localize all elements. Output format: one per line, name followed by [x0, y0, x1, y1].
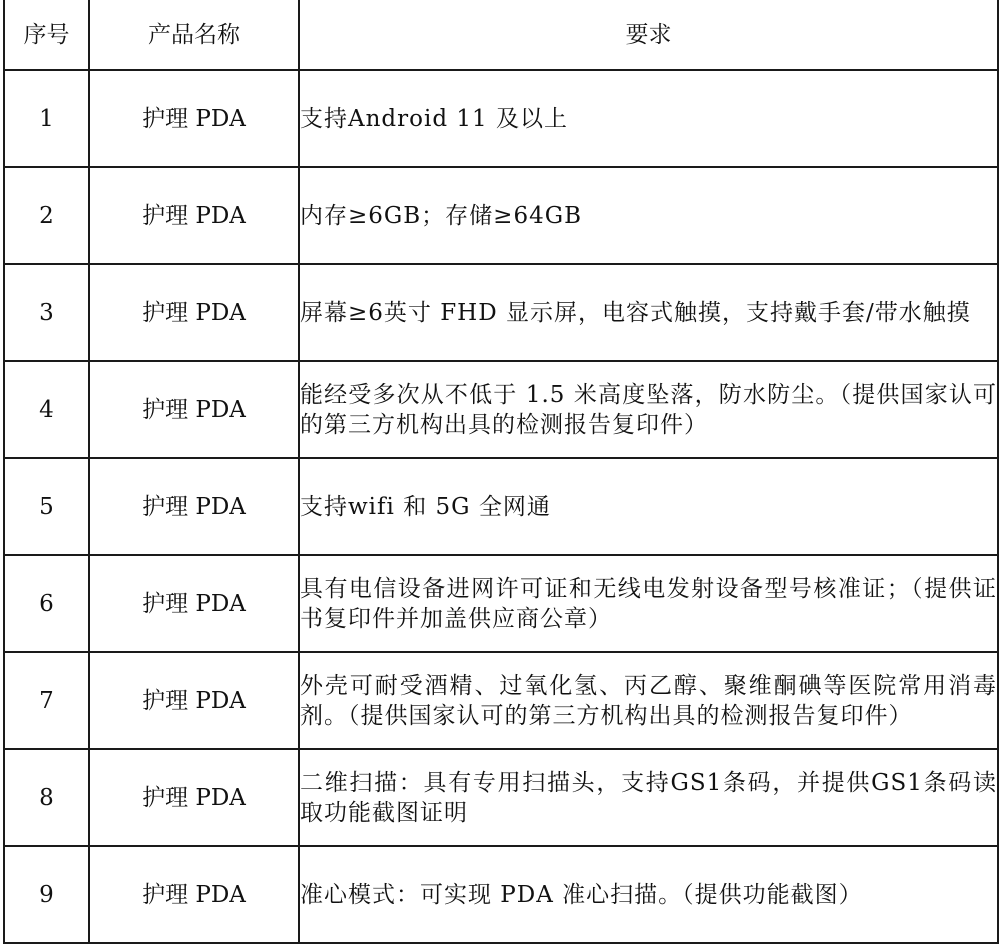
row-product-name: 护理 PDA: [89, 264, 299, 361]
row-number: 9: [4, 846, 89, 943]
table-row: [4, 749, 998, 846]
row-product-name: 护理 PDA: [89, 361, 299, 458]
row-number: 2: [4, 167, 89, 264]
row-product-name: 护理 PDA: [89, 749, 299, 846]
row-requirement: 准心模式：可实现 PDA 准心扫描。（提供功能截图）: [299, 846, 998, 943]
row-number: 3: [4, 264, 89, 361]
row-product-name: 护理 PDA: [89, 167, 299, 264]
table-header-row: [4, 0, 998, 70]
header-number: 序号: [4, 0, 89, 70]
row-requirement: 支持Android 11 及以上: [299, 70, 998, 167]
table-row: [4, 167, 998, 264]
table-row: [4, 361, 998, 458]
row-requirement: 二维扫描：具有专用扫描头，支持GS1条码，并提供GS1条码读取功能截图证明: [299, 749, 998, 846]
row-product-name: 护理 PDA: [89, 652, 299, 749]
header-requirement: 要求: [299, 0, 998, 70]
row-product-name: 护理 PDA: [89, 555, 299, 652]
row-number: 8: [4, 749, 89, 846]
row-requirement: 能经受多次从不低于 1.5 米高度坠落，防水防尘。（提供国家认可的第三方机构出具的检测报告复印件）: [299, 361, 998, 458]
row-requirement: 具有电信设备进网许可证和无线电发射设备型号核准证；（提供证书复印件并加盖供应商公章）: [299, 555, 998, 652]
table-row: [4, 70, 998, 167]
table-row: [4, 652, 998, 749]
row-product-name: 护理 PDA: [89, 458, 299, 555]
row-number: 4: [4, 361, 89, 458]
row-number: 1: [4, 70, 89, 167]
table-row: [4, 846, 998, 943]
table-row: [4, 555, 998, 652]
table-row: [4, 264, 998, 361]
row-requirement: 支持wifi 和 5G 全网通: [299, 458, 998, 555]
requirements-table: [3, 0, 999, 944]
table-row: [4, 458, 998, 555]
row-product-name: 护理 PDA: [89, 846, 299, 943]
row-requirement: 外壳可耐受酒精、过氧化氢、丙乙醇、聚维酮碘等医院常用消毒剂。（提供国家认可的第三方机构出具的检测报告复印件）: [299, 652, 998, 749]
row-requirement: 屏幕≥6英寸 FHD 显示屏，电容式触摸，支持戴手套/带水触摸: [299, 264, 998, 361]
row-number: 5: [4, 458, 89, 555]
row-number: 7: [4, 652, 89, 749]
row-product-name: 护理 PDA: [89, 70, 299, 167]
row-number: 6: [4, 555, 89, 652]
header-product-name: 产品名称: [89, 0, 299, 70]
row-requirement: 内存≥6GB；存储≥64GB: [299, 167, 998, 264]
